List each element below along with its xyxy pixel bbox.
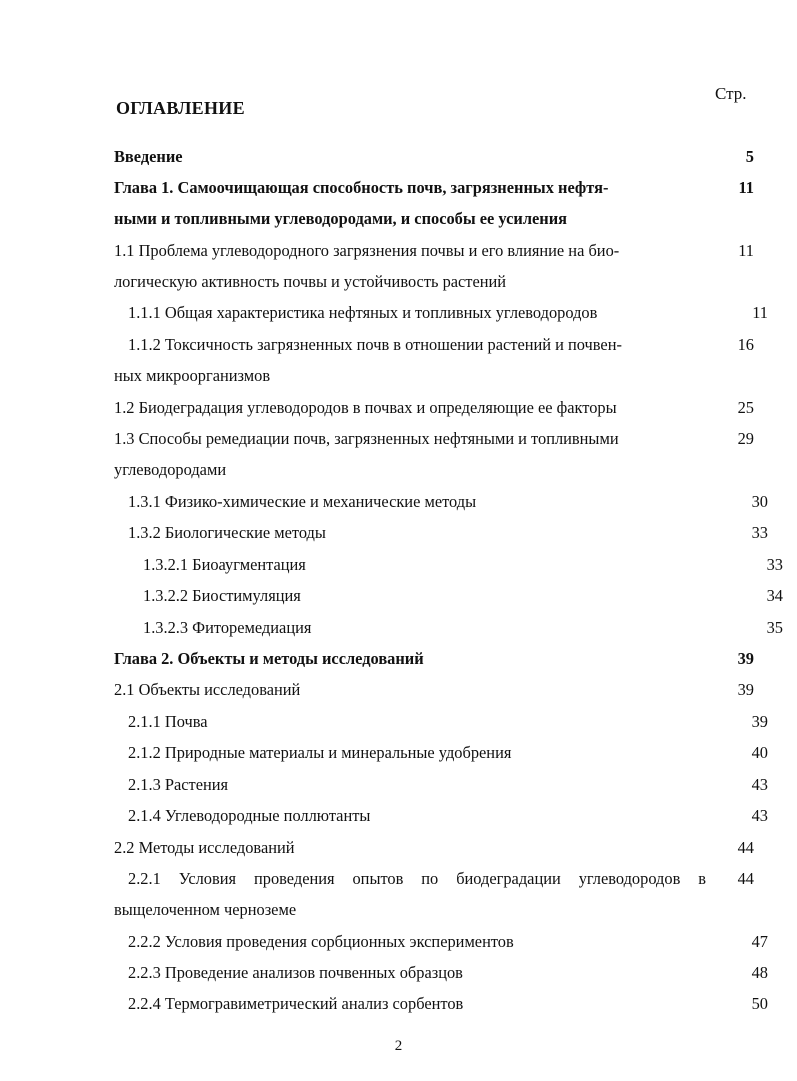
toc-entry-text: 1.1.1 Общая характеристика нефтяных и топливных углеводородов	[128, 303, 598, 322]
toc-entry-text: 1.3.2.2 Биостимуляция	[143, 586, 301, 605]
page-column-label: Стр.	[715, 84, 747, 103]
toc-entry-text: Введение	[114, 147, 183, 166]
toc-entry-text: 2.2.4 Термогравиметрический анализ сорбентов	[128, 994, 464, 1013]
toc-entry-text: 2.2.3 Проведение анализов почвенных образцов	[128, 963, 463, 982]
toc-entry[interactable]	[128, 988, 768, 1019]
toc-entry-page: 33	[751, 523, 768, 542]
toc-entry-page: 39	[737, 649, 754, 668]
toc-entry-text	[114, 423, 706, 485]
toc-entry-page: 47	[751, 932, 768, 951]
toc-entry[interactable]	[128, 926, 768, 957]
toc-entry[interactable]	[114, 329, 754, 391]
toc-entry-page: 34	[766, 586, 783, 605]
toc-entry-text: 2.2.2 Условия проведения сорбционных экспериментов	[128, 932, 514, 951]
toc-entry[interactable]	[114, 172, 754, 234]
toc-entry-text: 2.1.3 Растения	[128, 775, 229, 794]
toc-entry-line: 1.3 Способы ремедиации почв, загрязненных нефтяными и топливными	[114, 429, 619, 448]
toc-title: ОГЛАВЛЕНИЕ	[116, 98, 245, 118]
toc-entry-line: ными и топливными углеводородами, и способы ее усиления	[114, 209, 568, 228]
toc-entry[interactable]	[114, 423, 754, 485]
toc-entry[interactable]	[114, 832, 754, 863]
toc-entry-page: 43	[751, 806, 768, 825]
toc-entry-text: 2.1 Объекты исследований	[114, 680, 301, 699]
toc-entry-page: 35	[766, 618, 783, 637]
toc-entry-line: ных микроорганизмов	[114, 366, 271, 385]
toc-entry-text	[114, 329, 706, 391]
toc-entry[interactable]	[114, 643, 754, 674]
toc-entry-text	[114, 863, 706, 925]
toc-entry[interactable]	[128, 706, 768, 737]
toc-entry-page: 48	[751, 963, 768, 982]
toc-entry-page: 33	[766, 555, 783, 574]
toc-entry[interactable]	[143, 612, 783, 643]
toc-entry[interactable]	[128, 957, 768, 988]
toc-entry[interactable]	[128, 517, 768, 548]
toc-entry-line: углеводородами	[114, 460, 227, 479]
toc-entry-page: 50	[751, 994, 768, 1013]
toc-entry-page: 44	[737, 869, 754, 888]
toc-entry[interactable]	[128, 297, 768, 328]
toc-entry[interactable]	[114, 141, 754, 172]
toc-entry-page: 5	[745, 147, 754, 166]
toc-entry-text: 1.3.2 Биологические методы	[128, 523, 326, 542]
toc-entry-text: 2.1.4 Углеводородные поллютанты	[128, 806, 371, 825]
toc-entry-text: 1.3.1 Физико-химические и механические методы	[128, 492, 477, 511]
toc-entry-line: логическую активность почвы и устойчивость растений	[114, 272, 507, 291]
toc-entry-text: Глава 2. Объекты и методы исследований	[114, 649, 424, 668]
toc-entry-page: 11	[738, 178, 754, 197]
page-number: 2	[394, 1038, 403, 1054]
toc-entry-text: 1.3.2.1 Биоаугментация	[143, 555, 306, 574]
toc-entry-text: 1.3.2.3 Фиторемедиация	[143, 618, 312, 637]
toc-entry-text: 2.2 Методы исследований	[114, 838, 295, 857]
toc-entry-line: выщелоченном черноземе	[114, 900, 297, 919]
toc-entry-text: 2.1.1 Почва	[128, 712, 208, 731]
toc-entry-text: 1.2 Биодеградация углеводородов в почвах и определяющие ее факторы	[114, 398, 617, 417]
toc-entry-line: 1.1.2 Токсичность загрязненных почв в отношении растений и почвен-	[128, 335, 622, 354]
toc-entry[interactable]	[128, 769, 768, 800]
toc-entry-page: 39	[751, 712, 768, 731]
toc-entry-page: 39	[737, 680, 754, 699]
toc-entry[interactable]	[114, 863, 754, 925]
toc-entry-page: 44	[737, 838, 754, 857]
toc-entry-page: 29	[737, 429, 754, 448]
toc-entry[interactable]	[128, 486, 768, 517]
toc-entry-page: 25	[737, 398, 754, 417]
toc-entry-line: 2.2.1 Условия проведения опытов по биодеградации углеводородов в	[128, 869, 706, 888]
toc-entry-line: 1.1 Проблема углеводородного загрязнения почвы и его влияние на био-	[114, 241, 620, 260]
toc-entry[interactable]	[143, 549, 783, 580]
toc-entry[interactable]	[114, 235, 754, 297]
toc-entry-page: 11	[738, 241, 754, 260]
toc-entry-text: 2.1.2 Природные материалы и минеральные удобрения	[128, 743, 512, 762]
toc-entry-page: 11	[752, 303, 768, 322]
toc-entry[interactable]	[114, 392, 754, 423]
toc-entry[interactable]	[128, 800, 768, 831]
toc-entry-page: 16	[737, 335, 754, 354]
toc-entry-text	[114, 172, 706, 234]
toc-entry-page: 30	[751, 492, 768, 511]
toc-entry[interactable]	[114, 674, 754, 705]
toc-entry[interactable]	[143, 580, 783, 611]
toc-entry-text	[114, 235, 706, 297]
toc-entry-page: 43	[751, 775, 768, 794]
toc-entry-page: 40	[751, 743, 768, 762]
toc-entry[interactable]	[128, 737, 768, 768]
toc-entry-line: Глава 1. Самоочищающая способность почв, загрязненных нефтя-	[114, 178, 609, 197]
